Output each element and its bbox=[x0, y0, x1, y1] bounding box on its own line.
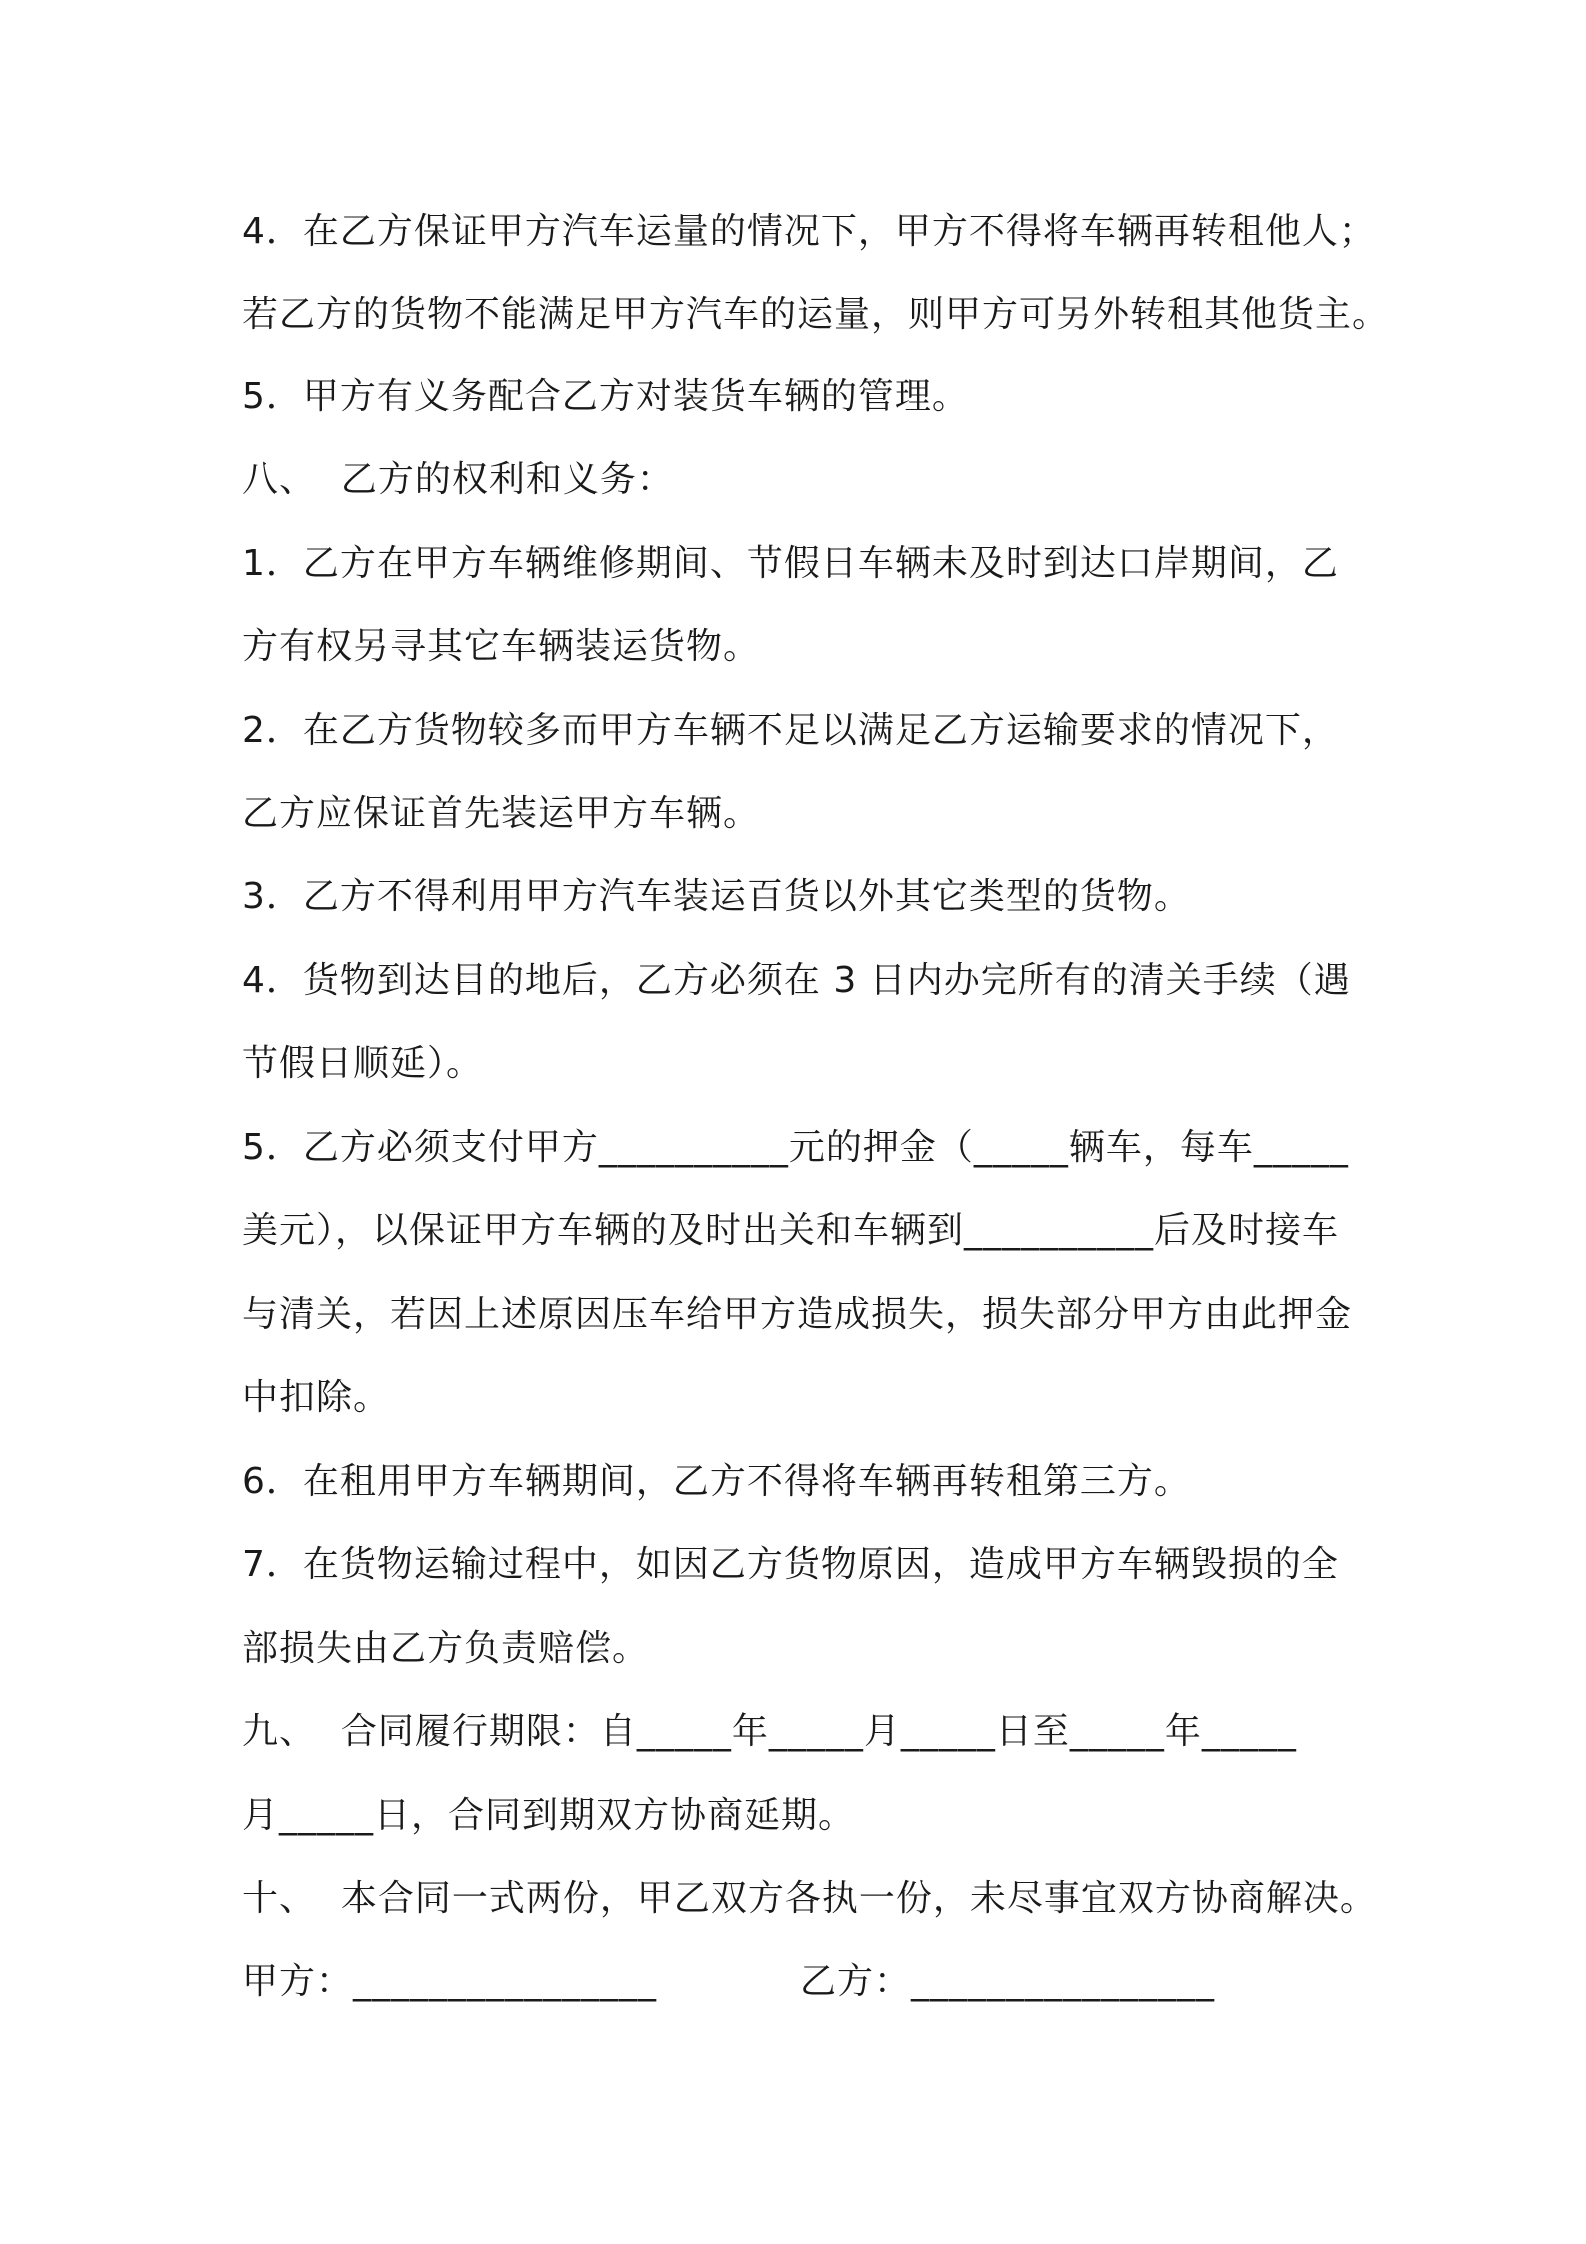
text-line: 5．甲方有义务配合乙方对装货车辆的管理。 bbox=[242, 376, 969, 417]
text-line: 中扣除。 bbox=[242, 1377, 391, 1418]
text-line: 与清关，若因上述原因压车给甲方造成损失，损失部分甲方由此押金 bbox=[242, 1294, 1353, 1335]
section-heading: 九、 合同履行期限：自_____年_____月_____日至_____年_____ bbox=[242, 1711, 1297, 1752]
text-line: 部损失由乙方负责赔偿。 bbox=[242, 1628, 650, 1669]
text-line: 3．乙方不得利用甲方汽车装运百货以外其它类型的货物。 bbox=[242, 876, 1191, 917]
section-heading: 十、 本合同一式两份，甲乙双方各执一份，未尽事宜双方协商解决。 bbox=[242, 1878, 1377, 1919]
section-heading: 八、 乙方的权利和义务： bbox=[242, 459, 674, 500]
text-line: 月_____日，合同到期双方协商延期。 bbox=[242, 1795, 856, 1836]
text-line: 4．货物到达目的地后，乙方必须在 3 日内办完所有的清关手续（遇 bbox=[242, 960, 1351, 1001]
text-line: 1．乙方在甲方车辆维修期间、节假日车辆未及时到达口岸期间，乙 bbox=[242, 543, 1339, 584]
party-b-signature: 乙方：________________ bbox=[800, 1961, 1216, 2002]
text-line: 2．在乙方货物较多而甲方车辆不足以满足乙方运输要求的情况下， bbox=[242, 710, 1339, 751]
text-line: 4．在乙方保证甲方汽车运量的情况下，甲方不得将车辆再转租他人； bbox=[242, 211, 1376, 252]
text-line: 方有权另寻其它车辆装运货物。 bbox=[242, 626, 761, 667]
text-line: 节假日顺延）。 bbox=[242, 1043, 484, 1084]
text-line: 7．在货物运输过程中，如因乙方货物原因，造成甲方车辆毁损的全 bbox=[242, 1544, 1339, 1585]
party-a-signature: 甲方：________________ bbox=[242, 1961, 658, 2002]
text-line: 6．在租用甲方车辆期间，乙方不得将车辆再转租第三方。 bbox=[242, 1461, 1191, 1502]
text-line: 美元），以保证甲方车辆的及时出关和车辆到__________后及时接车 bbox=[242, 1210, 1340, 1251]
text-line: 若乙方的货物不能满足甲方汽车的运量，则甲方可另外转租其他货主。 bbox=[242, 294, 1390, 335]
text-line: 5．乙方必须支付甲方__________元的押金（_____辆车，每车_____ bbox=[242, 1127, 1349, 1168]
text-line: 乙方应保证首先装运甲方车辆。 bbox=[242, 793, 761, 834]
